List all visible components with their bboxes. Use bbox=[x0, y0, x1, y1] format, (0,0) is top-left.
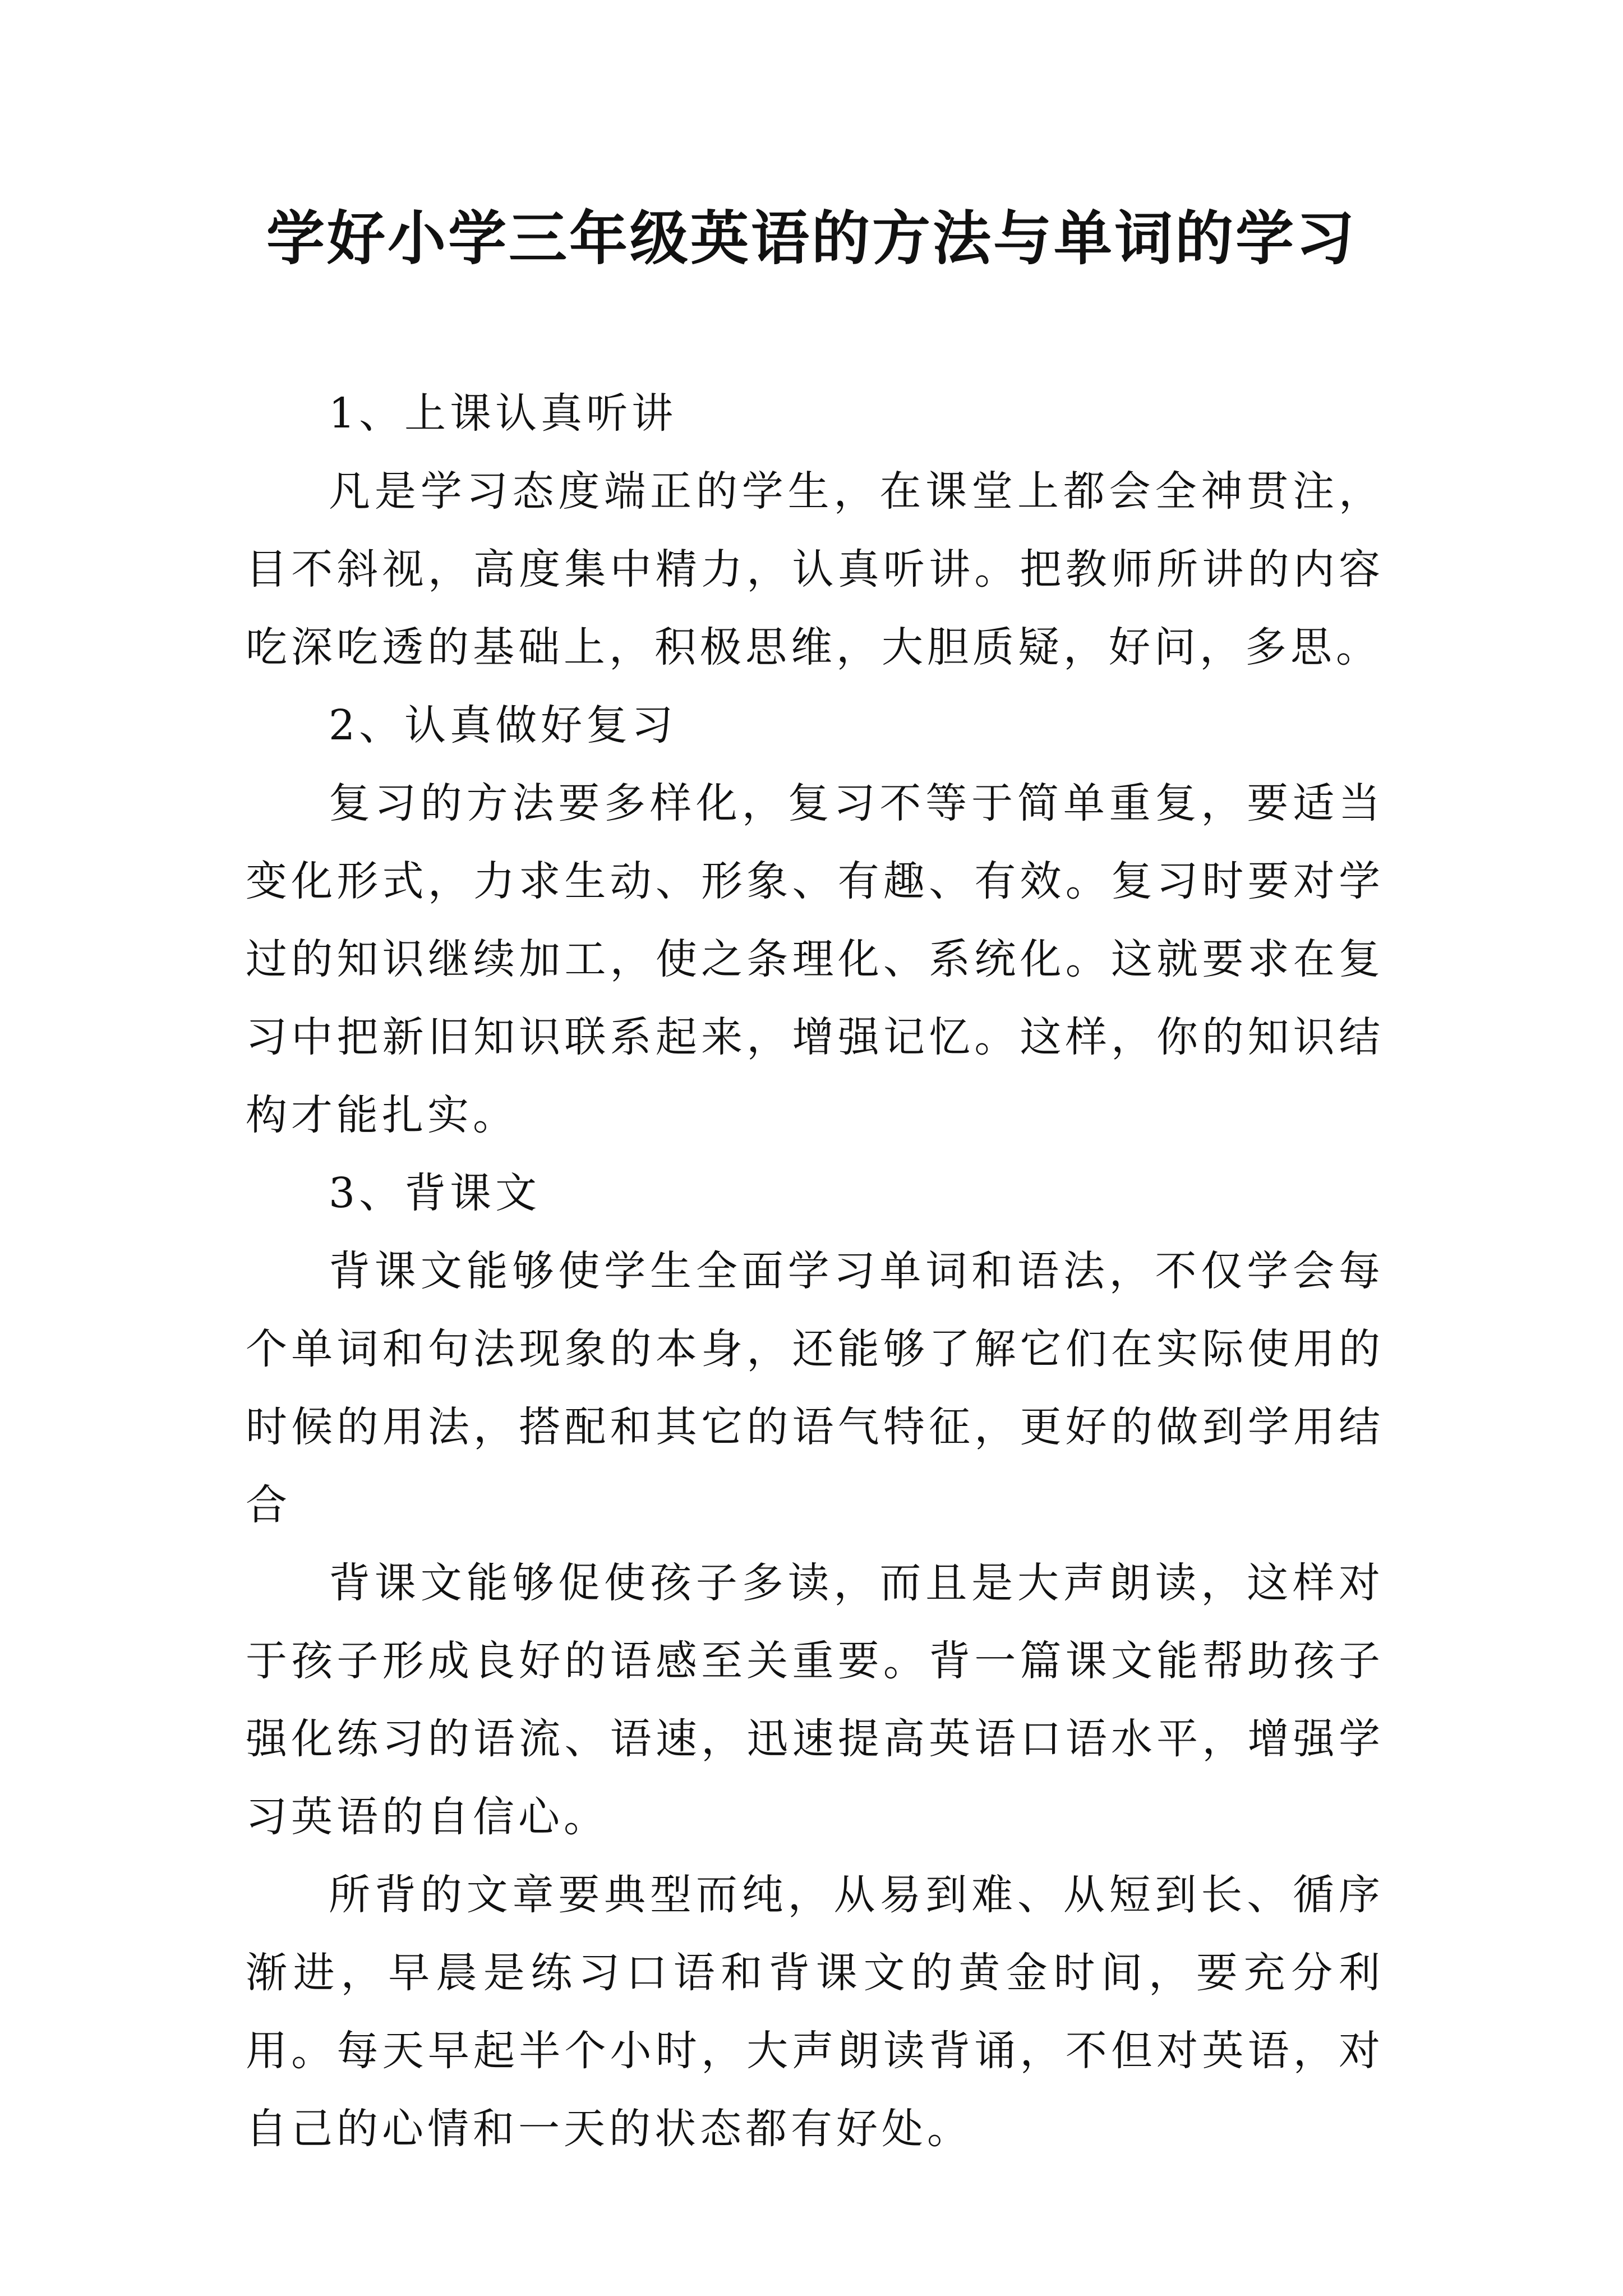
section-heading-3: 3、背课文 bbox=[329, 1169, 541, 1217]
document-title: 学好小学三年级英语的方法与单词的学习 bbox=[266, 204, 1357, 273]
paragraph: 复习的方法要多样化，复习不等于简单重复，要适当变化形式，力求生动、形象、有趣、有效。复习时要对学过的知识继续加工，使之条理化、系统化。这就要求在复习中把新旧知识联系起来，增强记忆。这样，你的知识结构才能扎实。 bbox=[246, 779, 1384, 1139]
paragraph: 凡是学习态度端正的学生，在课堂上都会全神贯注，目不斜视，高度集中精力，认真听讲。把教师所讲的内容吃深吃透的基础上，积极思维，大胆质疑，好问，多思。 bbox=[246, 467, 1384, 671]
paragraph: 背课文能够使学生全面学习单词和语法，不仅学会每个单词和句法现象的本身，还能够了解它们在实际使用的时候的用法，搭配和其它的语气特征，更好的做到学用结合 bbox=[246, 1247, 1384, 1529]
paragraph: 背课文能够促使孩子多读，而且是大声朗读，这样对于孩子形成良好的语感至关重要。背一篇课文能帮助孩子强化练习的语流、语速，迅速提高英语口语水平，增强学习英语的自信心。 bbox=[246, 1559, 1384, 1841]
paragraph: 所背的文章要典型而纯，从易到难、从短到长、循序渐进，早晨是练习口语和背课文的黄金时间，要充分利用。每天早起半个小时，大声朗读背诵，不但对英语，对自己的心情和一天的状态都有好处。 bbox=[246, 1871, 1384, 2153]
section-heading-1: 1、上课认真听讲 bbox=[329, 389, 677, 438]
document-body bbox=[246, 375, 1384, 2168]
section-heading-2: 2、认真做好复习 bbox=[329, 701, 677, 749]
